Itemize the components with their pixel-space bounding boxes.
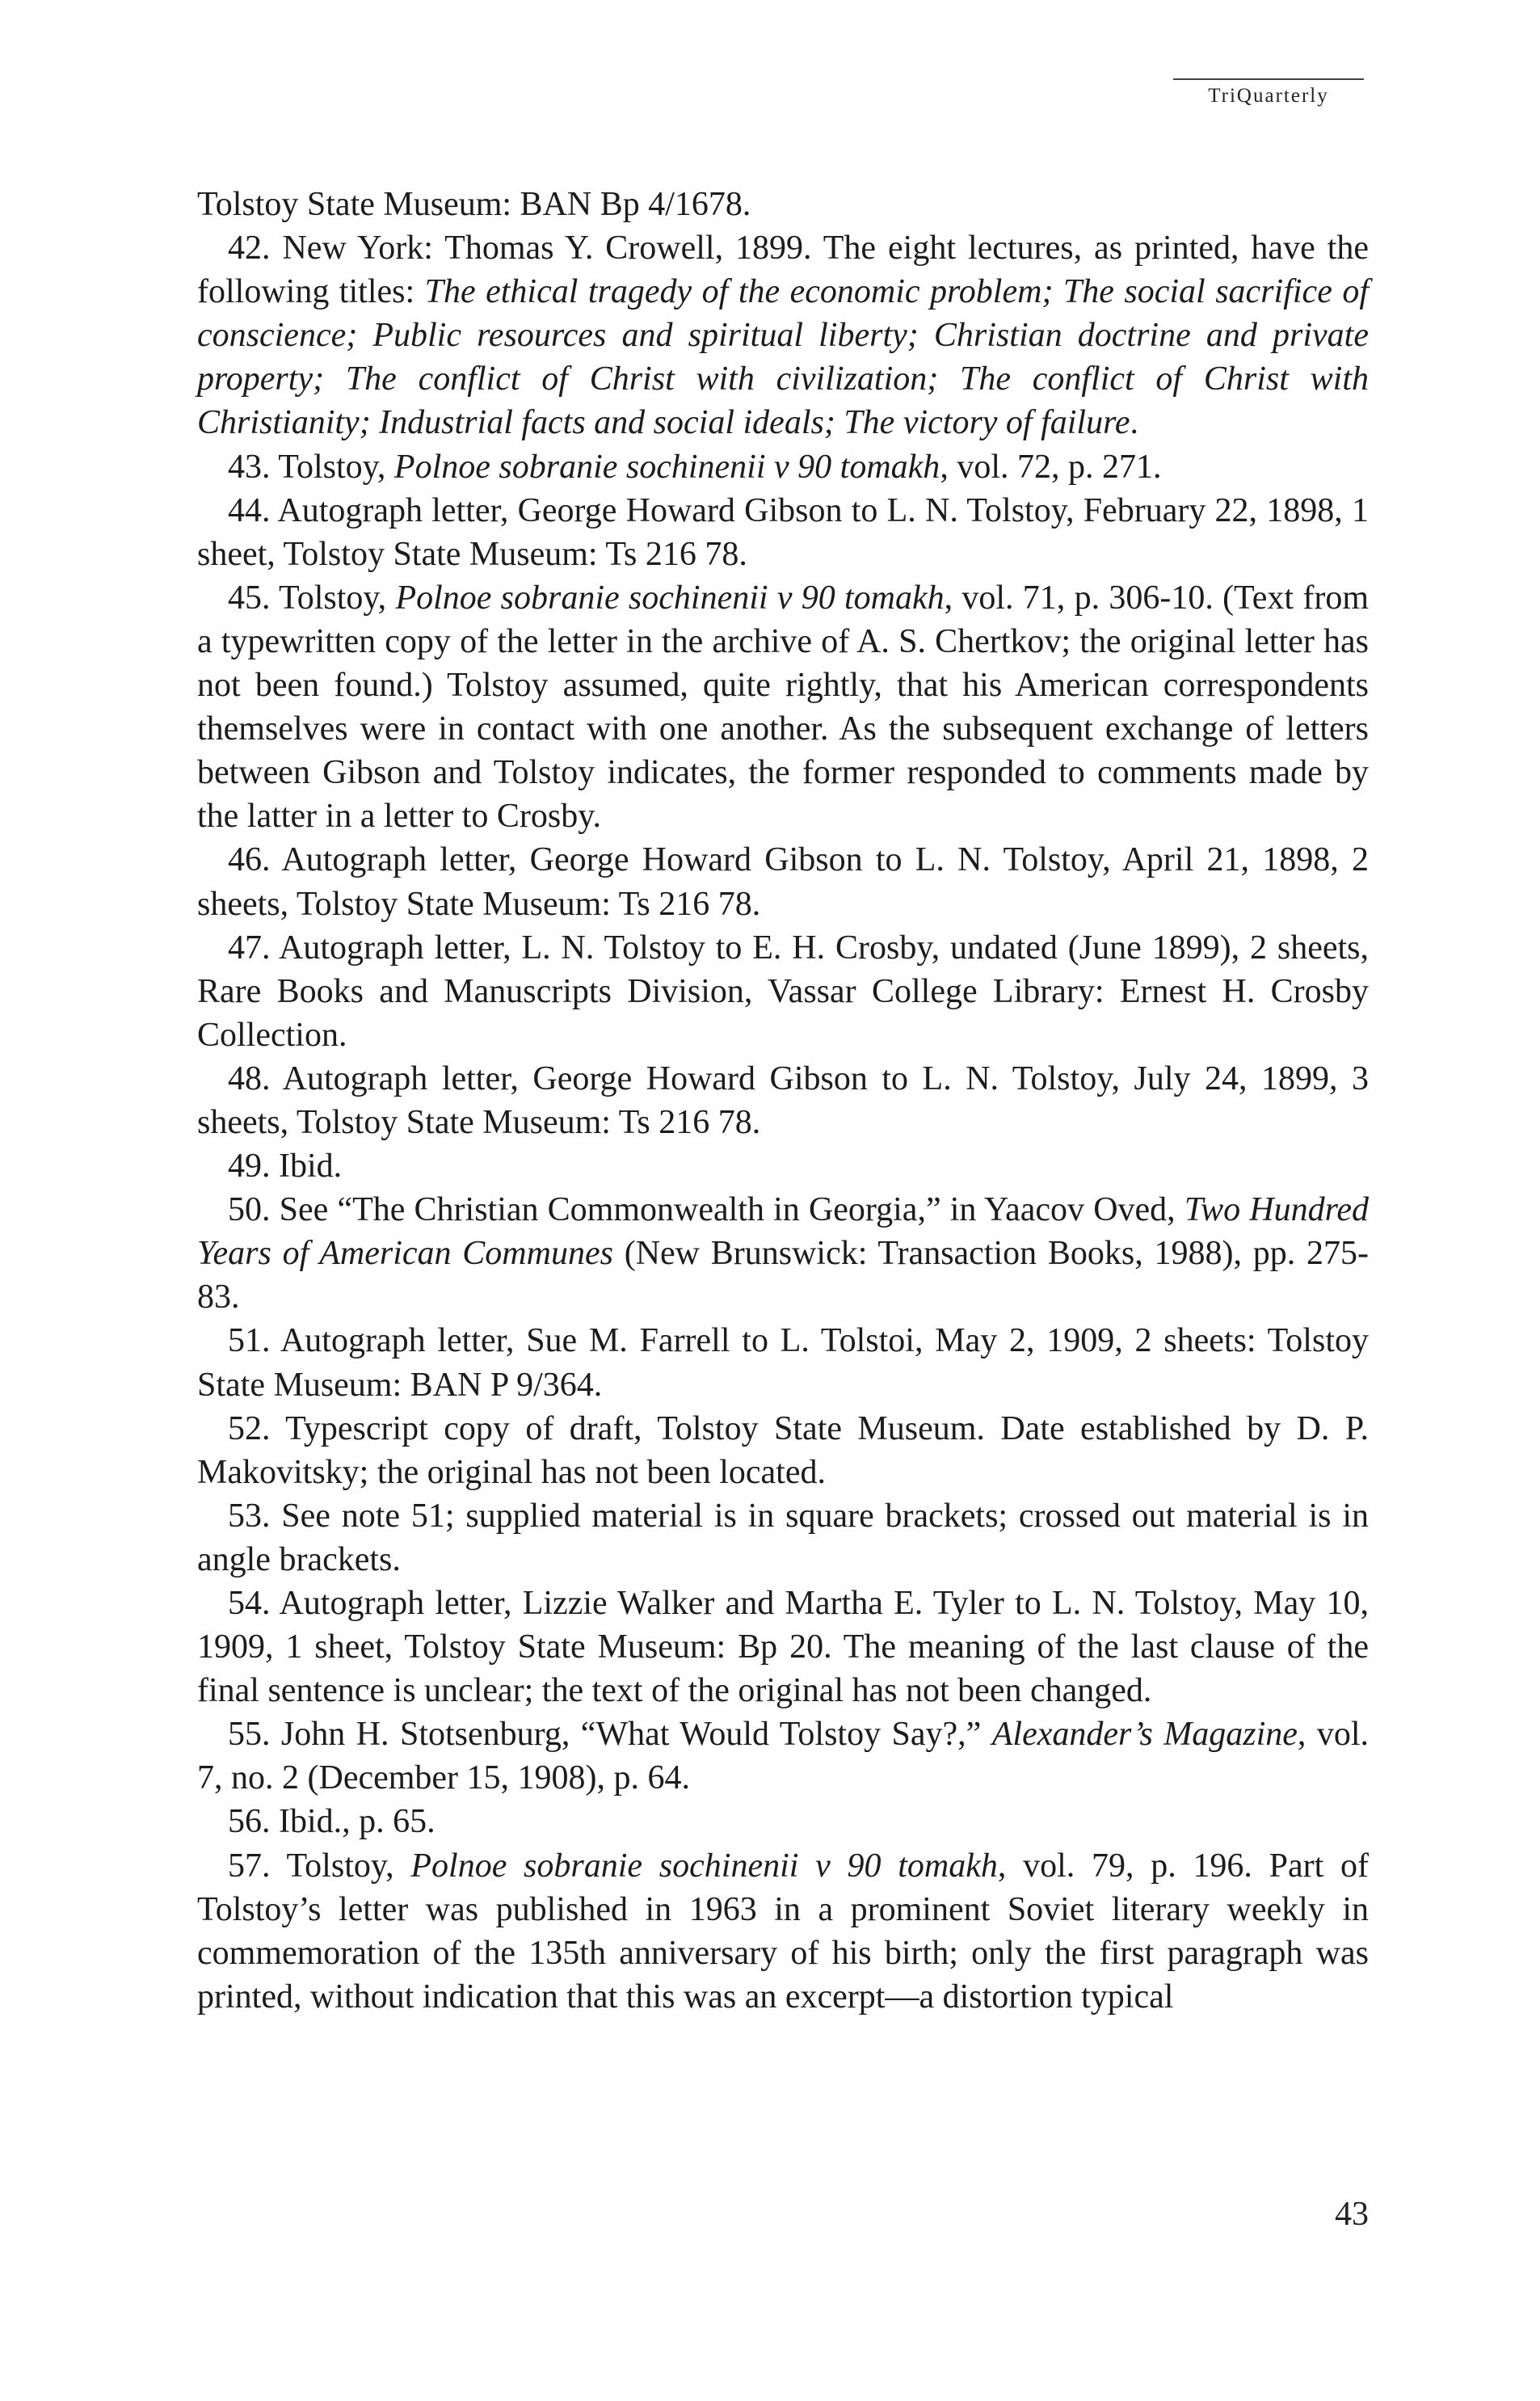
note-text: , vol. 72, p. 271. [940, 448, 1162, 486]
lecture-titles: The ethical tragedy of the economic problem; The social sacrifice of conscience; Public resources and spiritual liberty; Christian doctrine and private property; The conflict of Christ with civilization; The conflict of Christ with Christianity; Industrial facts and social ideals; The victory of failure [197, 273, 1369, 442]
book-title: Two Hundred Years of American Communes [197, 1191, 1369, 1273]
note-continuation [197, 183, 1369, 226]
note-44 [197, 489, 1369, 576]
note-text: 42. New York: Thomas Y. Crowell, 1899. The eight lectures, as printed, have the following titles: [197, 230, 1369, 311]
note-text: 51. Autograph letter, Sue M. Farrell to L. Tolstoi, May 2, 1909, 2 sheets: Tolstoy State Museum: BAN P 9/364. [197, 1322, 1369, 1404]
note-text: 48. Autograph letter, George Howard Gibson to L. N. Tolstoy, July 24, 1899, 3 sheets, Tolstoy State Museum: Ts 216 78. [197, 1059, 1369, 1141]
note-43 [197, 445, 1369, 489]
note-text: , vol. 79, p. 196. Part of Tolstoy’s letter was published in 1963 in a prominent Soviet literary weekly in commemoration of the 135th anniversary of his birth; only the first paragraph was printed, without indication that this was an excerpt—a distortion typical [197, 1847, 1370, 2016]
note-text: 54. Autograph letter, Lizzie Walker and Martha E. Tyler to L. N. Tolstoy, May 10, 1909, 1 sheet, Tolstoy State Museum: Bp 20. The meaning of the last clause of the final sentence is unclear; the text of the original has not been changed. [197, 1585, 1369, 1710]
note-text: 56. Ibid., p. 65. [228, 1803, 435, 1841]
note-55 [197, 1712, 1369, 1800]
note-57 [197, 1844, 1369, 2019]
running-head [1173, 85, 1364, 107]
running-head-text: TriQuarterly [1208, 85, 1329, 107]
note-47 [197, 926, 1369, 1057]
note-text: 53. See note 51; supplied material is in square brackets; crossed out material is in angle brackets. [197, 1497, 1369, 1578]
book-title: Polnoe sobranie sochinenii v 90 tomakh [410, 1847, 998, 1885]
note-46 [197, 838, 1369, 925]
page-number: 43 [1335, 2196, 1369, 2233]
note-53 [197, 1494, 1369, 1582]
note-56 [197, 1800, 1369, 1843]
note-text: (New Brunswick: Transaction Books, 1988), pp. 275-83. [197, 1235, 1369, 1316]
note-text: 57. Tolstoy, [228, 1847, 411, 1885]
note-text: Tolstoy State Museum: BAN Bp 4/1678. [197, 186, 751, 223]
note-51 [197, 1319, 1369, 1406]
note-text: 44. Autograph letter, George Howard Gibson to L. N. Tolstoy, February 22, 1898, 1 sheet, Tolstoy State Museum: Ts 216 78. [197, 491, 1369, 573]
note-text: 45. Tolstoy, [228, 579, 396, 617]
running-head-rule [1173, 78, 1364, 80]
note-45 [197, 576, 1369, 839]
note-text: 47. Autograph letter, L. N. Tolstoy to E. H. Crosby, undated (June 1899), 2 sheets, Rare Books and Manuscripts Division, Vassar College Library: Ernest H. Crosby Collection. [197, 929, 1369, 1054]
note-50 [197, 1188, 1369, 1319]
note-49 [197, 1144, 1369, 1188]
note-text: 52. Typescript copy of draft, Tolstoy State Museum. Date established by D. P. Makovitsky; the original has not been located. [197, 1409, 1369, 1491]
note-52 [197, 1407, 1369, 1494]
book-title: Polnoe sobranie sochinenii v 90 tomakh [395, 579, 945, 617]
magazine-title: Alexander’s Magazine [991, 1716, 1298, 1754]
note-text: 43. Tolstoy, [228, 448, 394, 486]
note-48 [197, 1057, 1369, 1144]
note-text: , vol. 71, p. 306-10. (Text from a typewritten copy of the letter in the archive of A. S. Chertkov; the original letter has not been found.) Tolstoy assumed, quite rightly, that his American correspondents themselves were in contact with one another. As the subsequent exchange of letters between Gibson and Tolstoy indicates, the former responded to comments made by the latter in a letter to Crosby. [197, 579, 1369, 836]
book-title: Polnoe sobranie sochinenii v 90 tomakh [393, 448, 940, 486]
note-54 [197, 1582, 1369, 1712]
note-text: 50. See “The Christian Commonwealth in Georgia,” in Yaacov Oved, [228, 1191, 1184, 1229]
note-text: 55. John H. Stotsenburg, “What Would Tolstoy Say?,” [228, 1716, 992, 1754]
note-42 [197, 226, 1369, 444]
endnotes [197, 183, 1369, 2019]
note-text: , vol. 7, no. 2 (December 15, 1908), p. 64. [197, 1716, 1369, 1797]
note-text: 46. Autograph letter, George Howard Gibson to L. N. Tolstoy, April 21, 1898, 2 sheets, Tolstoy State Museum: Ts 216 78. [197, 841, 1369, 923]
note-text: 49. Ibid. [228, 1148, 343, 1186]
note-text: . [1130, 404, 1139, 442]
